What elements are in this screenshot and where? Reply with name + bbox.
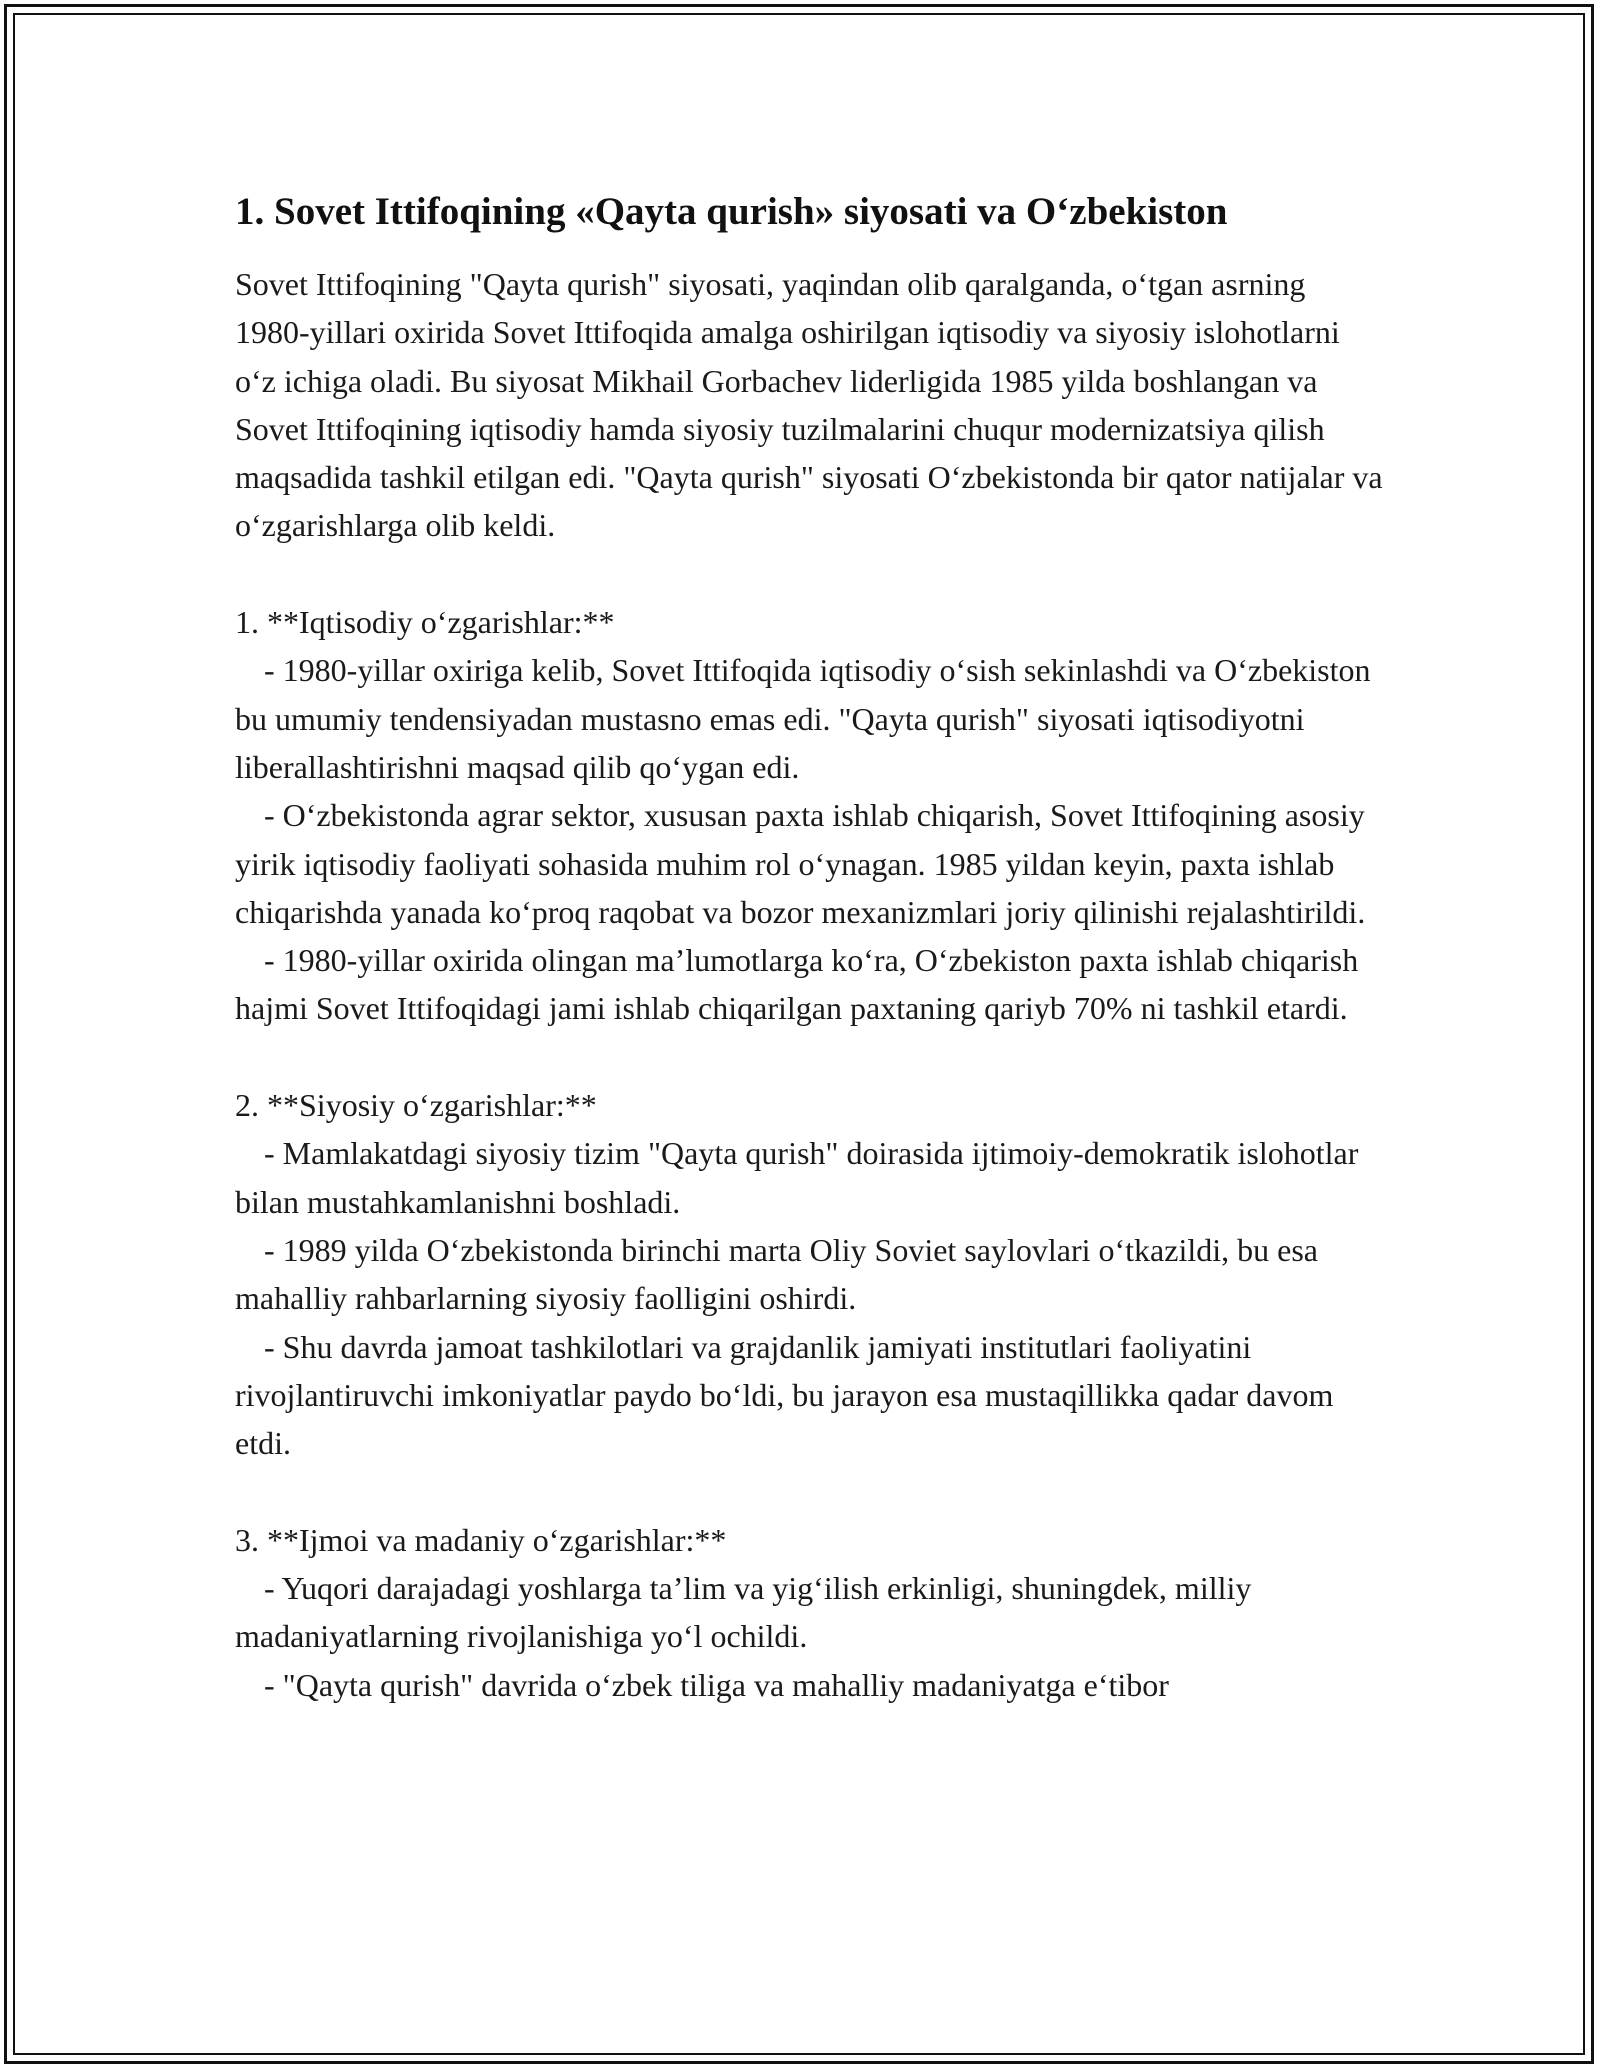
list-item: - "Qayta qurish" davrida o‘zbek tiliga va mahalliy madaniyatga e‘tibor [264, 1666, 1169, 1703]
intro-paragraph: Sovet Ittifoqining "Qayta qurish" siyosati, yaqindan olib qaralganda, o‘tgan asrning 1980-yillari oxirida Sovet Ittifoqida amalga oshirilgan iqtisodiy va siyosiy islohotlarni o‘z ichiga oladi. Bu siyosat Mikhail Gorbachev liderligida 1985 yilda boshlangan va Sovet Ittifoqining iqtisodiy hamda siyosiy tuzilmalarini chuqur modernizatsiya qilish maqsadida tashkil etilgan edi. "Qayta qurish" siyosati O‘zbekistonda bir qator natijalar va o‘zgarishlarga olib keldi. [235, 266, 1383, 544]
section-heading: 1. **Iqtisodiy o‘zgarishlar:** [235, 604, 615, 641]
document-body [235, 186, 1385, 1709]
document-text [235, 260, 1385, 1709]
paragraph-spacer [235, 550, 1385, 598]
section-social-cultural [235, 1516, 1385, 1709]
section-political [235, 1081, 1385, 1467]
paragraph-spacer [235, 1467, 1385, 1515]
list-item: - 1989 yilda O‘zbekistonda birinchi marta Oliy Soviet saylovlari o‘tkazildi, bu esa mahalliy rahbarlarning siyosiy faolligini oshirdi. [235, 1231, 1318, 1317]
section-economic [235, 598, 1385, 1033]
document-title: 1. Sovet Ittifoqining «Qayta qurish» siyosati va O‘zbekiston [235, 190, 1228, 233]
section-heading: 3. **Ijmoi va madaniy o‘zgarishlar:** [235, 1521, 727, 1558]
list-item: - 1980-yillar oxirida olingan ma’lumotlarga ko‘ra, O‘zbekiston paxta ishlab chiqarish hajmi Sovet Ittifoqidagi jami ishlab chiqarilgan paxtaning qariyb 70% ni tashkil etardi. [235, 942, 1359, 1027]
list-item: - O‘zbekistonda agrar sektor, xususan paxta ishlab chiqarish, Sovet Ittifoqining asosiy yirik iqtisodiy faoliyati sohasida muhim rol o‘ynagan. 1985 yildan keyin, paxta ishlab chiqarishda yanada ko‘proq raqobat va bozor mexanizmlari joriy qilinishi rejalashtirildi. [235, 797, 1366, 930]
list-item: - Yuqori darajadagi yoshlarga ta’lim va yig‘ilish erkinligi, shuningdek, milliy madaniyatlarning rivojlanishiga yo‘l ochildi. [235, 1570, 1252, 1655]
paragraph-spacer [235, 1033, 1385, 1081]
section-heading: 2. **Siyosiy o‘zgarishlar:** [235, 1087, 597, 1124]
list-item: - Shu davrda jamoat tashkilotlari va grajdanlik jamiyati institutlari faoliyatini rivojlantiruvchi imkoniyatlar paydo bo‘ldi, bu jarayon esa mustaqillikka qadar davom etdi. [235, 1328, 1334, 1462]
list-item: - 1980-yillar oxiriga kelib, Sovet Ittifoqida iqtisodiy o‘sish sekinlashdi va O‘zbekiston bu umumiy tendensiyadan mustasno emas edi. "Qayta qurish" siyosati iqtisodiyotni liberallashtirishni maqsad qilib qo‘ygan edi. [235, 652, 1371, 785]
list-item: - Mamlakatdagi siyosiy tizim "Qayta qurish" doirasida ijtimoiy-demokratik islohotlar bilan mustahkamlanishni boshladi. [235, 1135, 1359, 1220]
